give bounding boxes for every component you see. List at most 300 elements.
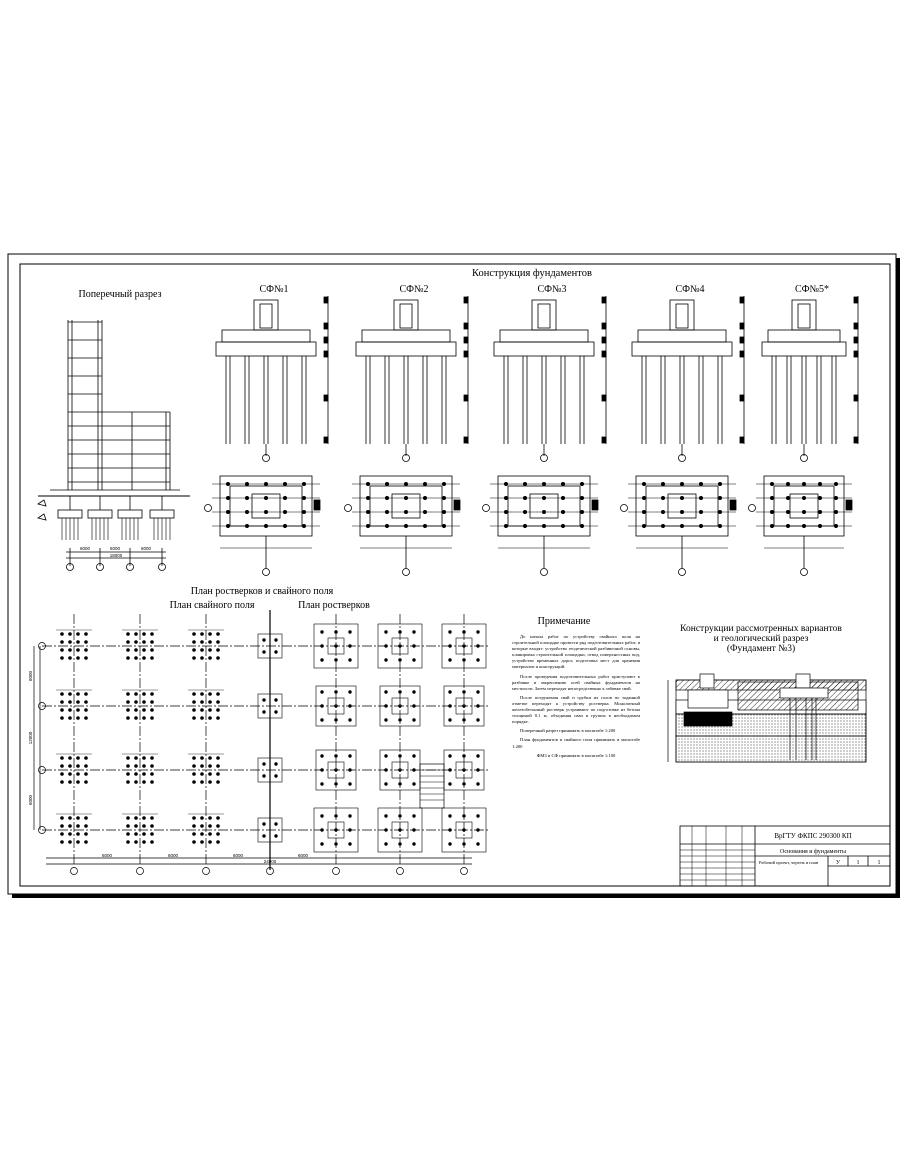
plan-pile	[209, 833, 212, 836]
plan-pile	[217, 649, 220, 652]
plan-pile	[404, 496, 407, 499]
plan-pile	[151, 817, 154, 820]
plan-pile	[69, 833, 72, 836]
plan-pile	[335, 631, 338, 634]
plan-pile	[399, 755, 402, 758]
foundation-label: СФ№3	[537, 284, 567, 295]
plan-pile	[193, 633, 196, 636]
plan-pile	[385, 691, 388, 694]
plan-pile	[477, 843, 480, 846]
plan-pile	[85, 701, 88, 704]
plan-pile	[399, 769, 402, 772]
plan-pile	[135, 817, 138, 820]
plan-pile	[193, 657, 196, 660]
level-mark	[854, 297, 858, 303]
plan-pile	[85, 633, 88, 636]
plan-pile	[321, 755, 324, 758]
plan-pile	[69, 649, 72, 652]
plan-pile	[61, 693, 64, 696]
plan-pile	[85, 757, 88, 760]
plan-pile	[217, 833, 220, 836]
plan-pile	[321, 815, 324, 818]
plan-pile	[335, 719, 338, 722]
plan-pile	[77, 641, 80, 644]
variants-title-line1: Конструкции рассмотренных вариантов	[680, 624, 842, 634]
plan-pile	[477, 705, 480, 708]
plan-pile	[477, 755, 480, 758]
plan-pile	[143, 709, 146, 712]
level-mark	[740, 395, 744, 401]
plan-pile	[413, 755, 416, 758]
plan-pile	[85, 817, 88, 820]
plan-pile	[143, 833, 146, 836]
plan-pile	[69, 765, 72, 768]
plan-pile	[77, 717, 80, 720]
plan-pile	[217, 757, 220, 760]
plans-title: План ростверков и свайного поля	[190, 586, 334, 597]
plan-pile	[193, 717, 196, 720]
plan-pile	[263, 651, 266, 654]
plan-pile	[193, 709, 196, 712]
plan-pile	[413, 783, 416, 786]
level-mark	[324, 437, 328, 443]
plan-pile	[477, 769, 480, 772]
plan-pile	[201, 649, 204, 652]
plan-pile	[786, 496, 789, 499]
plan-pile	[413, 705, 416, 708]
section-span-1: 6000	[79, 546, 91, 551]
plan-pile	[69, 641, 72, 644]
plan-pile	[442, 496, 445, 499]
plan-pile	[335, 705, 338, 708]
level-mark	[602, 323, 606, 329]
plan-pile	[477, 659, 480, 662]
variants-title-line3: (Фундамент №3)	[726, 644, 796, 654]
plan-pile	[385, 496, 388, 499]
plan-pile	[321, 705, 324, 708]
plan-pile	[366, 510, 369, 513]
plan-pile	[680, 482, 683, 485]
plan-pile	[77, 817, 80, 820]
plan-pile	[151, 641, 154, 644]
plan-pile	[85, 641, 88, 644]
plan-pile	[143, 817, 146, 820]
plan-pile	[263, 763, 266, 766]
plan-pile	[786, 524, 789, 527]
plan-side-2: 12000	[28, 731, 33, 745]
plan-pile	[283, 510, 286, 513]
level-mark	[740, 297, 744, 303]
plan-pile	[413, 691, 416, 694]
plan-pile	[135, 765, 138, 768]
plan-pile	[61, 841, 64, 844]
plan-pile	[61, 817, 64, 820]
plan-pile	[477, 645, 480, 648]
plan-pile	[209, 757, 212, 760]
plan-pile	[201, 825, 204, 828]
plan-span-3: 6000	[232, 853, 244, 858]
plan-pile	[399, 691, 402, 694]
plan-pile	[349, 645, 352, 648]
plan-pile	[463, 755, 466, 758]
plan-pile	[504, 482, 507, 485]
plan-pile	[423, 482, 426, 485]
plan-pile	[193, 841, 196, 844]
plan-pile	[209, 717, 212, 720]
plan-pile	[802, 510, 805, 513]
plan-pile	[193, 757, 196, 760]
plan-pile	[385, 510, 388, 513]
plan-pile	[193, 825, 196, 828]
plan-pile	[642, 524, 645, 527]
plan-pile	[127, 693, 130, 696]
plan-pile	[302, 482, 305, 485]
plan-pile	[802, 496, 805, 499]
plan-pile	[561, 510, 564, 513]
plan-pile	[413, 659, 416, 662]
plan-pile	[77, 765, 80, 768]
plan-pile	[283, 496, 286, 499]
plan-pile	[69, 657, 72, 660]
plan-pile	[217, 633, 220, 636]
plan-pile	[718, 524, 721, 527]
plan-pile	[209, 825, 212, 828]
plan-pile	[385, 482, 388, 485]
plan-pile	[718, 510, 721, 513]
section-span-3: 6000	[140, 546, 152, 551]
plan-pile	[263, 711, 266, 714]
plan-pile	[302, 510, 305, 513]
plan-pile	[151, 633, 154, 636]
plan-pile	[335, 691, 338, 694]
plan-pile	[151, 825, 154, 828]
plan-pile	[449, 631, 452, 634]
plan-pile	[523, 524, 526, 527]
stamp-description: Рабочий проект, чертеж и план	[759, 860, 819, 865]
plan-pile	[135, 709, 138, 712]
plan-pile	[399, 719, 402, 722]
plan-pile	[561, 482, 564, 485]
plan-pile	[463, 815, 466, 818]
plan-pile	[349, 843, 352, 846]
plan-pile	[263, 835, 266, 838]
plan-pile	[201, 657, 204, 660]
plan-pile	[580, 524, 583, 527]
note-paragraph: Поперечный разрез принимать в масштабе 1:200	[520, 728, 616, 734]
plan-pile	[193, 641, 196, 644]
plan-pile	[818, 510, 821, 513]
plan-pile	[413, 719, 416, 722]
plan-pile	[442, 524, 445, 527]
plan-pile	[399, 705, 402, 708]
plan-pile	[542, 510, 545, 513]
plan-pile	[335, 659, 338, 662]
plan-pile	[151, 833, 154, 836]
plan-pile	[135, 701, 138, 704]
plan-pile	[449, 659, 452, 662]
plan-pile	[77, 841, 80, 844]
plan-pile	[69, 781, 72, 784]
plan-pile	[143, 641, 146, 644]
note-paragraph: После погружения свай и срубки их голов по заданной отметке переходят к устройству ростверка. Монолитный железобетонный ростверк устраивают по подготовке из бетона толщиной 0,1 м, объединяя сваи в группы в необходимом порядке.	[512, 694, 640, 725]
plan-pile	[135, 693, 138, 696]
plan-pile	[85, 649, 88, 652]
plan-pile	[504, 496, 507, 499]
plan-pile	[442, 510, 445, 513]
plan-pile	[85, 825, 88, 828]
geological-section	[668, 674, 866, 762]
plan-pile	[834, 524, 837, 527]
plan-pile	[802, 524, 805, 527]
plan-pile	[217, 817, 220, 820]
plan-pile	[463, 659, 466, 662]
plan-pile	[661, 524, 664, 527]
plan-pile	[151, 765, 154, 768]
plan-pile	[201, 781, 204, 784]
plan-pile	[680, 524, 683, 527]
plan-pile	[275, 639, 278, 642]
plan-pile	[77, 657, 80, 660]
plan-pile	[201, 709, 204, 712]
plan-pile	[661, 510, 664, 513]
plan-pile	[399, 815, 402, 818]
plan-pile	[442, 482, 445, 485]
plan-mark	[730, 500, 736, 510]
plan-pile	[264, 496, 267, 499]
plan-pile	[127, 841, 130, 844]
plan-pile	[786, 482, 789, 485]
plan-pile	[127, 773, 130, 776]
plan-pile	[69, 693, 72, 696]
plan-pile	[263, 699, 266, 702]
plan-pile	[135, 841, 138, 844]
plan-mark	[454, 500, 460, 510]
level-mark	[324, 395, 328, 401]
plan-pile	[193, 701, 196, 704]
plan-pile	[264, 524, 267, 527]
level-mark	[740, 323, 744, 329]
pile-group	[444, 750, 484, 790]
plan-pile	[275, 775, 278, 778]
plan-pile	[201, 773, 204, 776]
plan-pile	[463, 691, 466, 694]
plan-pile	[85, 841, 88, 844]
level-mark	[854, 323, 858, 329]
plan-pile	[542, 524, 545, 527]
section-title: Поперечный разрез	[78, 289, 162, 300]
pile-group	[316, 686, 356, 726]
section-span-2: 6000	[109, 546, 121, 551]
plan-pile	[385, 829, 388, 832]
level-mark	[324, 323, 328, 329]
plan-pile	[127, 757, 130, 760]
level-mark	[324, 297, 328, 303]
plan-total: 24000	[263, 859, 277, 864]
plan-pile	[143, 773, 146, 776]
plan-pile	[193, 817, 196, 820]
plan-pile	[504, 524, 507, 527]
plan-pile	[718, 496, 721, 499]
plan-pile	[226, 482, 229, 485]
plan-pile	[143, 657, 146, 660]
plan-pile	[449, 843, 452, 846]
grillage-plan-title: План ростверков	[298, 600, 370, 611]
plan-pile	[523, 510, 526, 513]
plan-pile	[77, 709, 80, 712]
plan-pile	[127, 633, 130, 636]
plan-pile	[193, 781, 196, 784]
plan-pile	[404, 510, 407, 513]
plan-pile	[463, 705, 466, 708]
plan-pile	[61, 765, 64, 768]
plan-pile	[542, 482, 545, 485]
plan-pile	[143, 781, 146, 784]
plan-pile	[217, 657, 220, 660]
plan-pile	[127, 709, 130, 712]
plan-pile	[61, 781, 64, 784]
plan-pile	[77, 701, 80, 704]
plan-pile	[385, 719, 388, 722]
plan-pile	[135, 833, 138, 836]
plan-pile	[463, 843, 466, 846]
plan-span-1: 6000	[101, 853, 113, 858]
plan-pile	[151, 657, 154, 660]
stamp-stage: У	[835, 860, 841, 866]
plan-pile	[69, 841, 72, 844]
plan-pile	[135, 633, 138, 636]
plan-pile	[85, 833, 88, 836]
plan-pile	[399, 631, 402, 634]
foundation-label: СФ№4	[675, 284, 705, 295]
plan-pile	[151, 773, 154, 776]
plan-pile	[127, 657, 130, 660]
plan-pile	[366, 482, 369, 485]
notes-block	[512, 634, 640, 759]
plan-pile	[85, 781, 88, 784]
plan-pile	[385, 783, 388, 786]
plan-pile	[385, 755, 388, 758]
plan-pile	[349, 719, 352, 722]
plan-pile	[642, 496, 645, 499]
plan-pile	[217, 641, 220, 644]
plan-pile	[143, 757, 146, 760]
pile-plan-title: План свайного поля	[169, 600, 255, 611]
plan-pile	[127, 817, 130, 820]
plan-pile	[85, 693, 88, 696]
plan-pile	[143, 693, 146, 696]
plan-pile	[201, 717, 204, 720]
plan-pile	[699, 496, 702, 499]
plan-pile	[143, 717, 146, 720]
plan-pile	[463, 829, 466, 832]
plan-pile	[786, 510, 789, 513]
note-paragraph: План фундаментов и свайного поля принимать в масштабе 1:200	[512, 737, 640, 749]
plan-pile	[283, 482, 286, 485]
plan-pile	[264, 510, 267, 513]
plan-pile	[321, 829, 324, 832]
plan-pile	[349, 769, 352, 772]
plan-pile	[463, 631, 466, 634]
plan-pile	[477, 829, 480, 832]
plan-pile	[69, 817, 72, 820]
plan-pile	[135, 717, 138, 720]
plan-pile	[209, 701, 212, 704]
plan-pile	[209, 773, 212, 776]
level-mark	[602, 337, 606, 343]
plan-pile	[77, 757, 80, 760]
plan-pile	[449, 783, 452, 786]
plan-pile	[193, 693, 196, 696]
plan-pile	[69, 773, 72, 776]
plan-pile	[335, 755, 338, 758]
plan-pile	[449, 691, 452, 694]
plan-pile	[275, 823, 278, 826]
stamp-title: Основания и фундаменты	[779, 849, 847, 855]
plan-pile	[209, 633, 212, 636]
plan-pile	[135, 641, 138, 644]
plan-pile	[399, 843, 402, 846]
plan-pile	[802, 482, 805, 485]
plan-pile	[449, 755, 452, 758]
plan-pile	[135, 773, 138, 776]
plan-pile	[680, 496, 683, 499]
plan-pile	[143, 825, 146, 828]
plan-pile	[661, 482, 664, 485]
plan-pile	[217, 773, 220, 776]
plan-pile	[449, 829, 452, 832]
plan-pile	[463, 645, 466, 648]
plan-pile	[209, 709, 212, 712]
pile-group	[316, 750, 356, 790]
plan-pile	[85, 717, 88, 720]
plan-pile	[642, 510, 645, 513]
foundation-label: СФ№1	[259, 284, 289, 295]
plan-pile	[413, 815, 416, 818]
stamp-sheets: 1	[877, 860, 881, 866]
level-mark	[464, 337, 468, 343]
plan-pile	[661, 496, 664, 499]
level-mark	[740, 337, 744, 343]
plan-pile	[349, 755, 352, 758]
plan-pile	[580, 482, 583, 485]
plan-pile	[413, 631, 416, 634]
level-mark	[464, 323, 468, 329]
plan-pile	[151, 709, 154, 712]
plan-pile	[463, 769, 466, 772]
plan-pile	[143, 841, 146, 844]
plan-pile	[61, 641, 64, 644]
plan-pile	[61, 701, 64, 704]
plan-pile	[263, 639, 266, 642]
plan-pile	[127, 641, 130, 644]
plan-pile	[385, 843, 388, 846]
plan-pile	[263, 823, 266, 826]
plan-pile	[349, 631, 352, 634]
plan-pile	[385, 631, 388, 634]
plan-pile	[61, 633, 64, 636]
plan-pile	[151, 649, 154, 652]
note-paragraph: После проведения подготовительных работ приступают к разбивке и закреплению осей свайных фундаментов на местности. Затем переходят непосредственно к забивке свай.	[512, 673, 640, 691]
plan-pile	[61, 825, 64, 828]
plan-pile	[69, 709, 72, 712]
plan-pile	[127, 781, 130, 784]
plan-pile	[217, 825, 220, 828]
plan-pile	[264, 482, 267, 485]
plan-mark	[314, 500, 320, 510]
plan-pile	[275, 699, 278, 702]
plan-pile	[201, 765, 204, 768]
plan-pile	[321, 783, 324, 786]
